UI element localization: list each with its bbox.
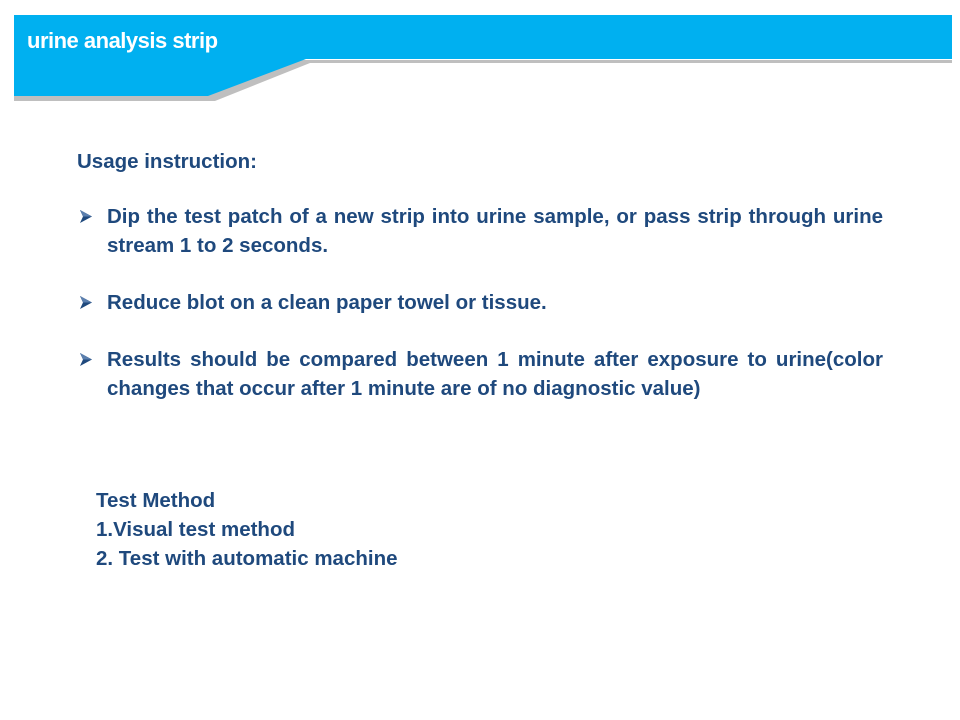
slide-title: urine analysis strip bbox=[27, 28, 218, 53]
banner-shape bbox=[0, 0, 960, 110]
usage-instructions bbox=[77, 148, 883, 431]
test-method-heading: Test Method bbox=[96, 489, 216, 512]
instruction-text: Dip the test patch of a new strip into urine sample, or pass strip through urine stream 1 to 2 seconds. bbox=[107, 205, 883, 257]
instruction-list bbox=[77, 202, 883, 403]
list-item bbox=[77, 345, 883, 403]
title-banner bbox=[0, 0, 960, 110]
test-method-item: 1.Visual test method bbox=[96, 518, 295, 541]
instructions-heading: Usage instruction: bbox=[77, 150, 257, 173]
arrow-bullet-icon bbox=[77, 202, 99, 231]
list-item bbox=[77, 202, 883, 260]
instruction-text: Reduce blot on a clean paper towel or tissue. bbox=[107, 291, 547, 314]
test-method-section bbox=[96, 486, 398, 573]
list-item bbox=[77, 288, 883, 317]
test-method-item: 2. Test with automatic machine bbox=[96, 547, 398, 570]
arrow-bullet-icon bbox=[77, 288, 99, 317]
arrow-bullet-icon bbox=[77, 345, 99, 374]
instruction-text: Results should be compared between 1 minute after exposure to urine(color changes that occur after 1 minute are of no diagnostic value) bbox=[107, 348, 883, 400]
